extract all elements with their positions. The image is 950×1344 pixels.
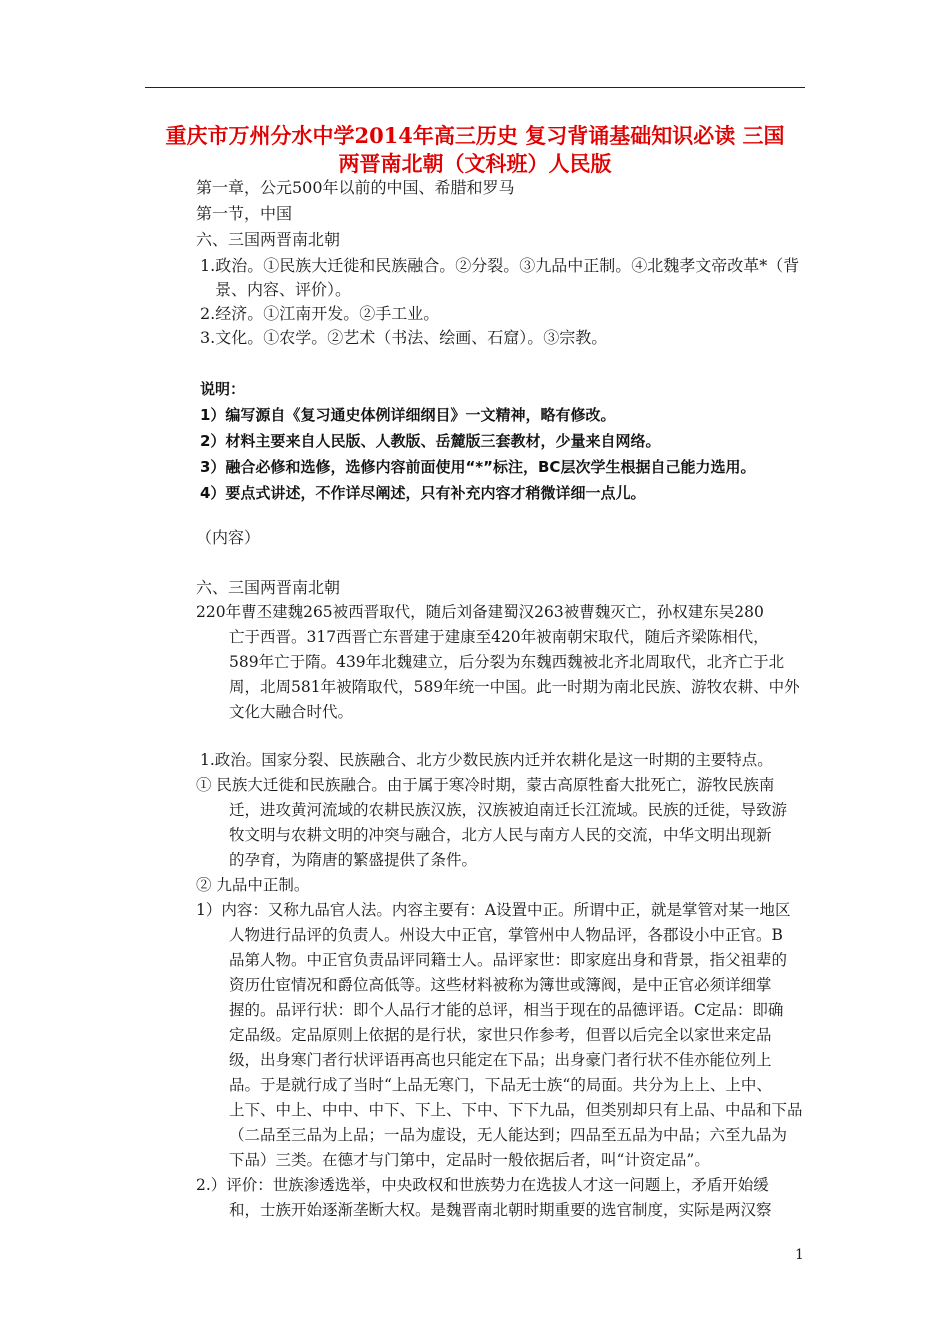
jiupin-heading-text: ② 九品中正制。 <box>196 876 310 894</box>
outline-item-1: 1.政治。①民族大迁徙和民族融合。②分裂。③九品中正制。④北魏孝文帝改革*（背 <box>200 256 800 275</box>
history-line: 亡于西晋。317西晋亡东晋建于建康至420年被南朝宋取代，随后齐梁陈相代， <box>229 628 769 646</box>
title-line-2: 两晋南北朝（文科班）人民版 <box>338 151 612 176</box>
note-2: 2）材料主要来自人民版、人教版、岳麓版三套教材，少量来自网络。 <box>200 432 661 450</box>
jiupin-line: 级，出身寒门者行状评语再高也只能定在下品；出身豪门者行状不佳亦能位列上 <box>229 1051 772 1069</box>
jiupin-line: 上下、中上、中中、中下、下上、下中、下下九品，但类别却只有上品、中品和下品 <box>229 1101 803 1119</box>
header-rule <box>145 87 805 88</box>
history-line: 220年曹丕建魏265被西晋取代，随后刘备建蜀汉263被曹魏灭亡，孙权建东吴280 <box>196 603 764 621</box>
document-title <box>145 122 805 178</box>
jiupin-line: 资历仕宦情况和爵位高低等。这些材料被称为簿世或簿阀，是中正官必须详细掌 <box>229 976 772 994</box>
notes-heading: 说明： <box>200 380 246 398</box>
section-line: 第一节，中国 <box>196 204 293 223</box>
jiupin-line: 定品级。定品原则上依据的是行状，家世只作参考，但晋以后完全以家世来定品 <box>229 1026 772 1044</box>
migration-paragraph <box>196 773 787 873</box>
migration-line: ① 民族大迁徙和民族融合。由于属于寒冷时期，蒙古高原牲畜大批死亡，游牧民族南 <box>196 776 775 794</box>
outline-item-1-cont: 景、内容、评价）。 <box>215 280 352 299</box>
note-3: 3）融合必修和选修，选修内容前面使用“*”标注，BC层次学生根据自己能力选用。 <box>200 458 756 476</box>
jiupin-line: 品。于是就行成了当时“上品无寒门，下品无士族“的局面。共分为上上、上中、 <box>229 1076 772 1094</box>
outline-item-2: 2.经济。①江南开发。②手工业。 <box>200 304 440 323</box>
politics-heading <box>200 748 773 773</box>
jiupin-line: 品第人物。中正官负责品评同籍士人。品评家世：即家庭出身和背景，指父祖辈的 <box>229 951 788 969</box>
migration-line: 迁，进攻黄河流域的农耕民族汉族，汉族被迫南迁长江流域。民族的迁徙，导致游 <box>229 801 788 819</box>
migration-line: 的孕育，为隋唐的繁盛提供了条件。 <box>229 851 478 869</box>
content-label: （内容） <box>196 528 261 547</box>
chapter-line: 第一章，公元500年以前的中国、希腊和罗马 <box>196 178 515 197</box>
jiupin-line: 1）内容：又称九品官人法。内容主要有：A设置中正。所谓中正，就是掌管对某一地区 <box>196 901 791 919</box>
outline-item-3: 3.文化。①农学。②艺术（书法、绘画、石窟）。③宗教。 <box>200 328 608 347</box>
history-line: 周，北周581年被隋取代，589年统一中国。此一时期为南北民族、游牧农耕、中外 <box>229 678 800 696</box>
page-number: 1 <box>795 1247 804 1263</box>
jiupin-content-paragraph <box>196 898 803 1173</box>
topic-line: 六、三国两晋南北朝 <box>196 230 341 249</box>
jiupin-heading <box>196 873 309 898</box>
content-topic: 六、三国两晋南北朝 <box>196 578 341 597</box>
jiupin-line: 人物进行品评的负责人。州设大中正官，掌管州中人物品评，各郡设小中正官。B <box>229 926 783 944</box>
politics-heading-text: 1.政治。国家分裂、民族融合、北方少数民族内迁并农耕化是这一时期的主要特点。 <box>200 751 773 769</box>
title-line-1: 重庆市万州分水中学2014年高三历史 复习背诵基础知识必读 三国 <box>165 123 785 148</box>
note-1: 1）编写源自《复习通史体例详细纲目》一文精神，略有修改。 <box>200 406 616 424</box>
note-4: 4）要点式讲述，不作详尽阐述，只有补充内容才稍微详细一点儿。 <box>200 484 646 502</box>
jiupin-line: （二品至三品为上品；一品为虚设，无人能达到；四品至五品为中品；六至九品为 <box>229 1126 788 1144</box>
jiupin-eval-line: 2.）评价：世族渗透选举，中央政权和世族势力在选拔人才这一问题上，矛盾开始缓 <box>196 1176 769 1194</box>
history-line: 文化大融合时代。 <box>229 703 354 721</box>
jiupin-eval-paragraph <box>196 1173 772 1223</box>
jiupin-line: 下品）三类。在德才与门第中，定品时一般依据后者，叫“计资定品”。 <box>229 1151 710 1169</box>
jiupin-eval-line: 和，士族开始逐渐垄断大权。是魏晋南北朝时期重要的选官制度，实际是两汉察 <box>229 1201 772 1219</box>
history-line: 589年亡于隋。439年北魏建立，后分裂为东魏西魏被北齐北周取代，北齐亡于北 <box>229 653 785 671</box>
history-paragraph <box>196 600 800 725</box>
migration-line: 牧文明与农耕文明的冲突与融合，北方人民与南方人民的交流，中华文明出现新 <box>229 826 772 844</box>
jiupin-line: 握的。品评行状：即个人品行才能的总评，相当于现在的品德评语。C定品：即确 <box>229 1001 784 1019</box>
